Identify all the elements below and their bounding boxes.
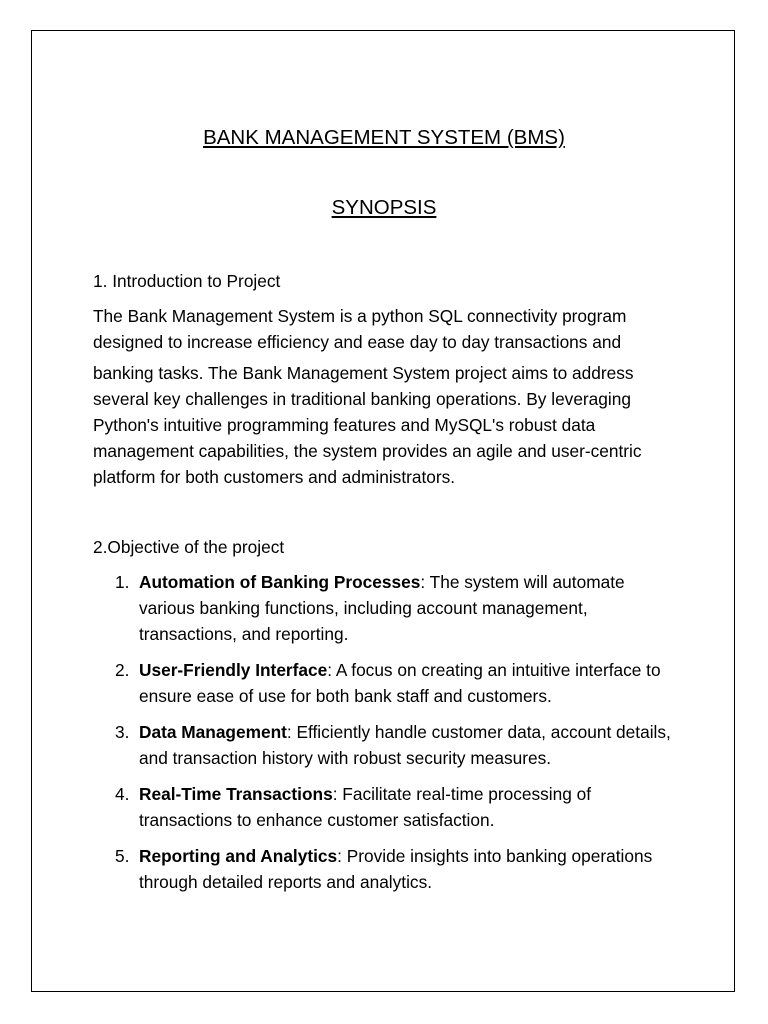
list-item-number: 1.: [115, 572, 130, 592]
list-item-text: : Provide insights into banking operations through detailed reports and analytics.: [139, 846, 653, 892]
introduction-paragraph-2: banking tasks. The Bank Management System project aims to address several key challenges in traditional banking operations. By leveraging Python's intuitive programming features and MySQL's robust data management capabilities, the system provides an agile and user-centric platform for both customers and administrators.: [93, 363, 642, 487]
list-item-number: 4.: [115, 784, 130, 804]
list-item-number: 3.: [115, 722, 130, 742]
section-heading-objective: 2.Objective of the project: [93, 537, 285, 557]
list-item-text: : Efficiently handle customer data, account details, and transaction history with robust security measures.: [139, 722, 671, 768]
objective-list: [93, 569, 683, 905]
list-item-text: : A focus on creating an intuitive interface to ensure ease of use for both bank staff and customers.: [139, 660, 661, 706]
list-item-term: Data Management: [139, 722, 287, 742]
list-item-term: User-Friendly Interface: [139, 660, 328, 680]
list-item: [93, 781, 683, 833]
list-item-text: : Facilitate real-time processing of transactions to enhance customer satisfaction.: [139, 784, 592, 830]
list-item-term: Reporting and Analytics: [139, 846, 338, 866]
list-item: [93, 569, 683, 647]
document-subtitle: SYNOPSIS: [331, 196, 437, 219]
list-item-number: 2.: [115, 660, 130, 680]
section-heading-introduction: 1. Introduction to Project: [93, 271, 281, 291]
list-item-term: Automation of Banking Processes: [139, 572, 421, 592]
list-item-term: Real-Time Transactions: [139, 784, 333, 804]
list-item-text: : The system will automate various banking functions, including account management, transactions, and reporting.: [139, 572, 625, 644]
list-item: [93, 843, 683, 895]
list-item: [93, 719, 683, 771]
document-title: BANK MANAGEMENT SYSTEM (BMS): [203, 126, 565, 149]
list-item: [93, 657, 683, 709]
introduction-paragraph-1: The Bank Management System is a python SQL connectivity program designed to increase efficiency and ease day to day transactions and: [93, 306, 627, 352]
list-item-number: 5.: [115, 846, 130, 866]
